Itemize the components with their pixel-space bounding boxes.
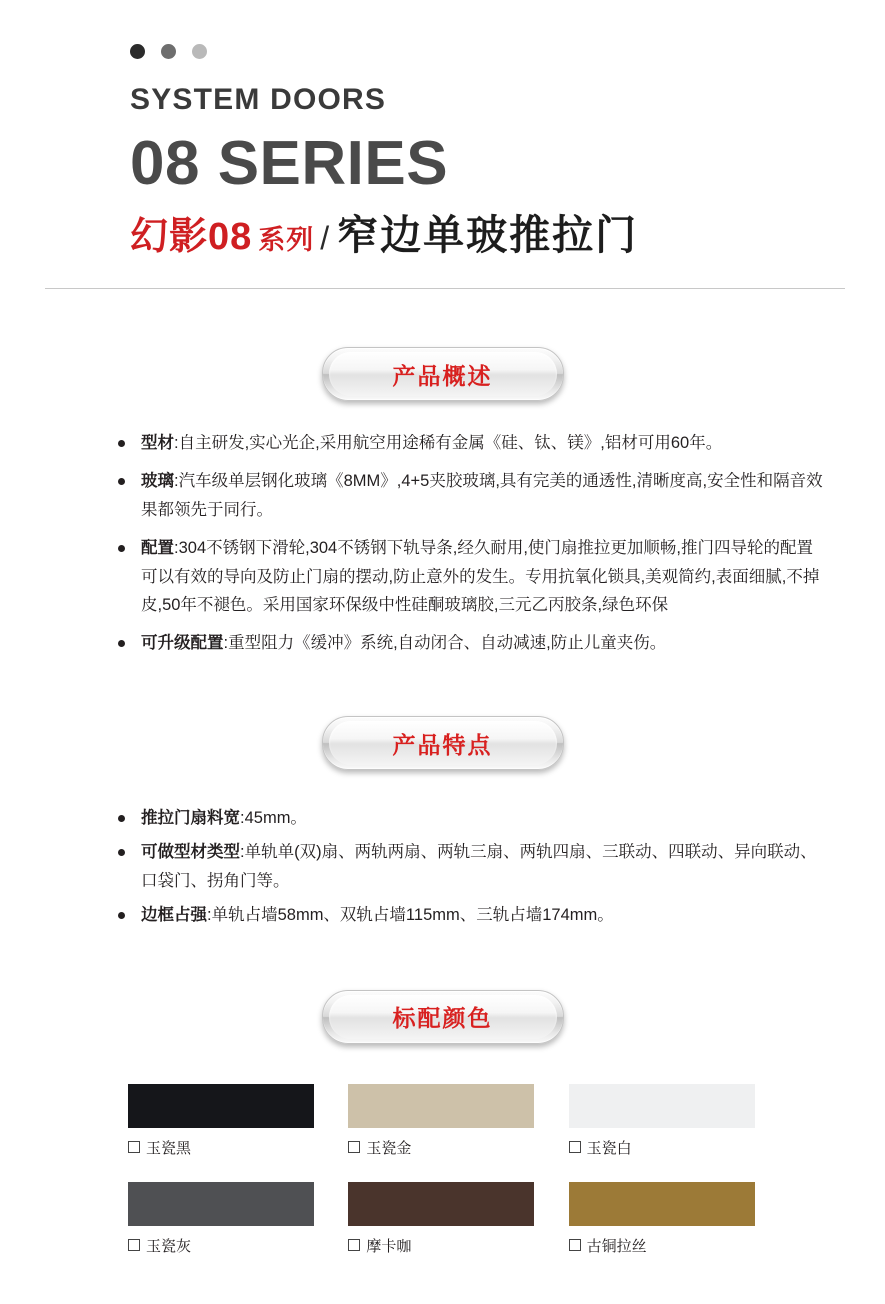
swatch-label-row xyxy=(128,1235,316,1256)
section-overview xyxy=(0,347,885,658)
swatch-cell-2 xyxy=(569,1084,757,1158)
bullet-icon xyxy=(118,440,125,447)
colors-pill-label: 标配颜色 xyxy=(392,1005,493,1032)
series-word-cn: 系列 xyxy=(258,225,315,255)
swatch-name: 玉瓷白 xyxy=(586,1139,632,1157)
overview-list xyxy=(0,429,885,658)
checkbox-icon[interactable] xyxy=(128,1141,140,1153)
swatch-cell-1 xyxy=(348,1084,536,1158)
checkbox-icon[interactable] xyxy=(348,1141,360,1153)
bullet-icon xyxy=(118,912,125,919)
features-pill-wrap xyxy=(0,716,885,770)
brand-name-cn: 幻影08 xyxy=(130,216,253,258)
list-item xyxy=(118,901,825,930)
swatch-cell-4 xyxy=(348,1182,536,1256)
overview-pill-wrap xyxy=(0,347,885,401)
list-item-body: 45mm。 xyxy=(244,809,307,828)
swatch-name: 玉瓷灰 xyxy=(146,1237,192,1255)
swatch-label-row xyxy=(128,1137,316,1158)
section-colors xyxy=(0,990,885,1256)
swatch-cell-3 xyxy=(128,1182,316,1256)
swatch-cell-5 xyxy=(569,1182,757,1256)
list-item xyxy=(118,838,825,896)
swatch-cell-0 xyxy=(128,1084,316,1158)
section-features xyxy=(0,716,885,930)
dot-icon-1 xyxy=(130,44,145,59)
list-item-label: 玻璃 xyxy=(141,471,174,490)
list-item xyxy=(118,467,825,525)
list-item-separator: : xyxy=(207,905,212,924)
list-item xyxy=(118,629,825,658)
list-item-label: 型材 xyxy=(141,434,174,452)
dot-icon-3 xyxy=(192,44,207,59)
list-item-label: 配置 xyxy=(141,538,174,557)
list-item-body: 重型阻力《缓冲》系统,自动闭合、自动减速,防止儿童夹伤。 xyxy=(228,634,667,653)
swatch-name: 古铜拉丝 xyxy=(586,1237,647,1255)
list-item-body: 单轨单(双)扇、两轨两扇、两轨三扇、两轨四扇、三联动、四联动、异向联动、口袋门、拐角门等。 xyxy=(141,843,817,890)
list-item-label: 可升级配置 xyxy=(141,634,224,653)
list-item-separator: : xyxy=(223,634,229,653)
list-item xyxy=(118,804,825,833)
color-swatch xyxy=(348,1084,534,1128)
swatch-label-row xyxy=(348,1137,536,1158)
system-title: SYSTEM DOORS xyxy=(130,83,387,116)
overview-pill-label: 产品概述 xyxy=(392,362,493,389)
list-item-separator: : xyxy=(240,809,245,828)
list-item-separator: : xyxy=(240,843,245,861)
series-title: 08 SERIES xyxy=(130,129,449,198)
color-swatch xyxy=(128,1182,314,1226)
list-item xyxy=(118,534,825,621)
color-swatch xyxy=(128,1084,314,1128)
list-item-text xyxy=(141,429,722,458)
swatch-label-row xyxy=(348,1235,536,1256)
list-item xyxy=(118,429,825,458)
header-divider xyxy=(45,288,845,289)
color-swatch xyxy=(569,1182,755,1226)
list-item-text xyxy=(141,838,825,896)
chinese-title-row xyxy=(130,212,885,258)
checkbox-icon[interactable] xyxy=(569,1239,581,1251)
list-item-separator: : xyxy=(174,471,179,490)
page-header xyxy=(0,0,885,256)
checkbox-icon[interactable] xyxy=(569,1141,581,1153)
list-item-body: 汽车级单层钢化玻璃《8MM》,4+5夹胶玻璃,具有完美的通透性,清晰度高,安全性和隔音效果都领先于同行。 xyxy=(141,471,823,519)
swatch-label-row xyxy=(569,1137,757,1158)
decorative-dots xyxy=(130,44,885,59)
bullet-icon xyxy=(118,545,125,552)
dot-icon-2 xyxy=(161,44,176,59)
list-item-text xyxy=(141,534,825,621)
features-list xyxy=(0,804,885,930)
section-title-colors xyxy=(322,990,564,1044)
bullet-icon xyxy=(118,478,125,485)
list-item-body: 单轨占墙58mm、双轨占墙115mm、三轨占墙174mm。 xyxy=(211,905,614,924)
checkbox-icon[interactable] xyxy=(348,1239,360,1251)
list-item-label: 可做型材类型 xyxy=(141,843,240,861)
list-item-body: 304不锈钢下滑轮,304不锈钢下轨导条,经久耐用,使门扇推拉更加顺畅,推门四导轮的配置可以有效的导向及防止门扇的摆动,防止意外的发生。专用抗氧化锁具,美观简约,表面细腻,不掉皮,50年不褪色。采用国家环保级中性硅酮玻璃胶,三元乙丙胶条,绿色环保 xyxy=(141,538,820,615)
list-item-label: 边框占强 xyxy=(141,905,207,924)
section-title-overview xyxy=(322,347,564,401)
swatch-name: 玉瓷黑 xyxy=(146,1139,192,1157)
swatch-name: 摩卡咖 xyxy=(366,1237,412,1255)
bullet-icon xyxy=(118,849,125,856)
title-separator: / xyxy=(320,220,330,256)
features-pill-label: 产品特点 xyxy=(392,731,493,758)
swatch-name: 玉瓷金 xyxy=(366,1139,412,1157)
list-item-body: 自主研发,实心光企,采用航空用途稀有金属《硅、钛、镁》,铝材可用60年。 xyxy=(178,434,723,452)
list-item-separator: : xyxy=(174,538,179,557)
list-item-text xyxy=(141,467,825,525)
color-swatch-grid xyxy=(0,1084,885,1256)
list-item-label: 推拉门扇料宽 xyxy=(141,809,240,828)
list-item-separator: : xyxy=(174,434,179,452)
checkbox-icon[interactable] xyxy=(128,1239,140,1251)
swatch-label-row xyxy=(569,1235,757,1256)
list-item-text xyxy=(141,901,614,930)
bullet-icon xyxy=(118,815,125,822)
product-name-cn: 窄边单玻推拉门 xyxy=(337,212,639,258)
bullet-icon xyxy=(118,640,125,647)
list-item-text xyxy=(141,629,666,658)
color-swatch xyxy=(348,1182,534,1226)
list-item-text xyxy=(141,804,307,833)
colors-pill-wrap xyxy=(0,990,885,1044)
section-title-features xyxy=(322,716,564,770)
color-swatch xyxy=(569,1084,755,1128)
